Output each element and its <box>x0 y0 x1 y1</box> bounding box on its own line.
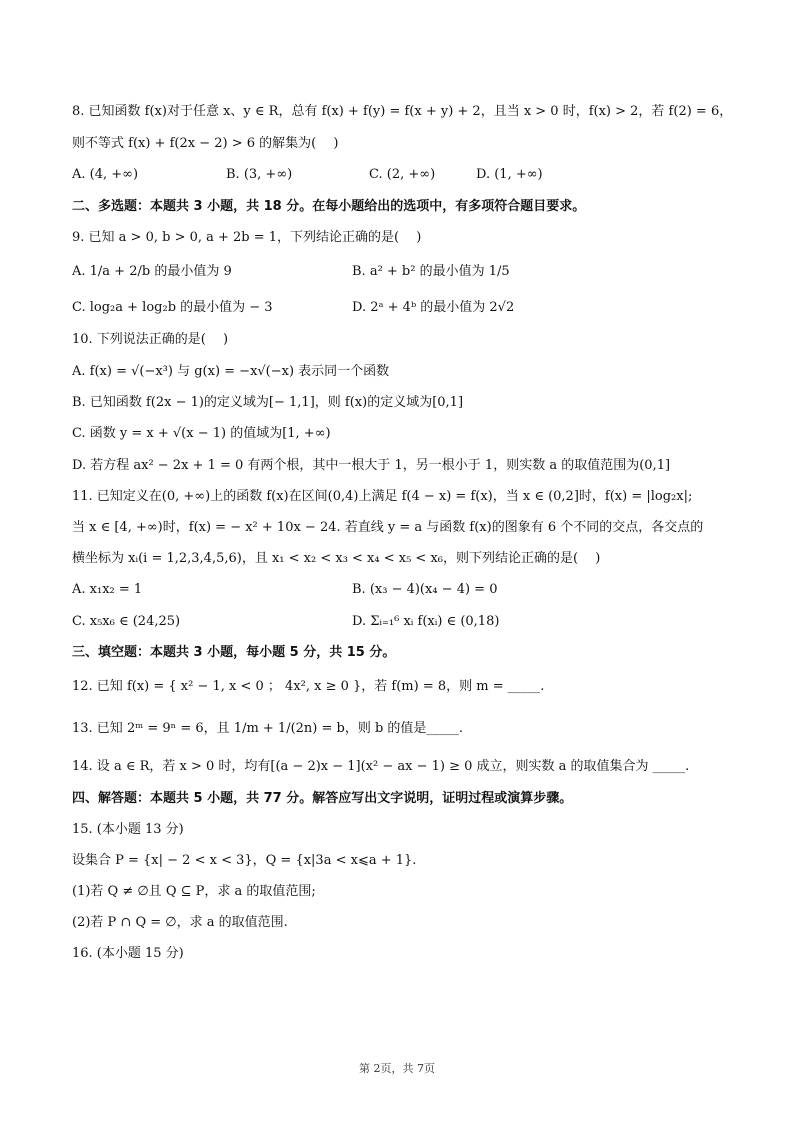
section4-title: 四、解答题：本题共 5 小题，共 77 分。解答应写出文字说明，证明过程或演算步骤。 <box>72 791 573 806</box>
q11-line3: 横坐标为 xᵢ(i = 1,2,3,4,5,6)，且 x₁ < x₂ < x₃ < x₄ < x₅ < x₆，则下列结论正确的是( ) <box>72 551 601 566</box>
q11-line2: 当 x ∈ [4, +∞)时，f(x) = − x² + 10x − 24. 若直线 y = a 与函数 f(x)的图象有 6 个不同的交点，各交点的 <box>72 520 704 535</box>
q11-option-a: A. x₁x₂ = 1 <box>72 582 143 597</box>
q13-text: 13. 已知 2ᵐ = 9ⁿ = 6，且 1/m + 1/(2n) = b，则 b 的值是_____. <box>72 721 464 736</box>
q8-option-c: C. (2, +∞) <box>369 167 436 182</box>
q12-text: 12. 已知 f(x) = { x² − 1, x < 0 ； 4x², x ≥ 0 }，若 f(m) = 8，则 m = _____. <box>72 679 545 694</box>
q11-option-b: B. (x₃ − 4)(x₄ − 4) = 0 <box>352 582 498 597</box>
q8-option-b: B. (3, +∞) <box>226 167 293 182</box>
page-footer: 第 2页，共 7页 <box>359 1062 435 1075</box>
q9-stem: 9. 已知 a > 0, b > 0, a + 2b = 1，下列结论正确的是( ) <box>72 230 422 245</box>
q8-line2: 则不等式 f(x) + f(2x − 2) > 6 的解集为( ) <box>72 136 339 151</box>
q9-option-d: D. 2ᵃ + 4ᵇ 的最小值为 2√2 <box>352 300 515 315</box>
section3-title: 三、填空题：本题共 3 小题，每小题 5 分，共 15 分。 <box>72 645 396 660</box>
q15-header: 15. (本小题 13 分) <box>72 822 184 837</box>
q16-header: 16. (本小题 15 分) <box>72 946 184 961</box>
q11-option-d: D. Σᵢ₌₁⁶ xᵢ f(xᵢ) ∈ (0,18) <box>352 614 500 629</box>
q8-option-a: A. (4, +∞) <box>72 167 139 182</box>
q15-part2: (2)若 P ∩ Q = ∅，求 a 的取值范围. <box>72 915 288 930</box>
q10-option-d: D. 若方程 ax² − 2x + 1 = 0 有两个根，其中一根大于 1，另一根小于 1，则实数 a 的取值范围为(0,1] <box>72 458 671 473</box>
q10-stem: 10. 下列说法正确的是( ) <box>72 332 229 347</box>
q9-option-c: C. log₂a + log₂b 的最小值为 − 3 <box>72 300 273 315</box>
q8-line1: 8. 已知函数 f(x)对于任意 x、y ∈ R，总有 f(x) + f(y) = f(x + y) + 2，且当 x > 0 时，f(x) > 2，若 f(2) = 6， <box>72 104 733 119</box>
q15-stem: 设集合 P = {x| − 2 < x < 3}，Q = {x|3a < x⩽a + 1}. <box>72 853 417 868</box>
q9-option-b: B. a² + b² 的最小值为 1/5 <box>352 264 510 279</box>
q11-option-c: C. x₅x₆ ∈ (24,25) <box>72 614 181 629</box>
section2-title: 二、多选题：本题共 3 小题，共 18 分。在每小题给出的选项中，有多项符合题目要求。 <box>72 199 586 214</box>
q10-option-c: C. 函数 y = x + √(x − 1) 的值域为[1, +∞) <box>72 426 331 441</box>
q10-option-b: B. 已知函数 f(2x − 1)的定义域为[− 1,1]，则 f(x)的定义域为[0,1] <box>72 395 464 410</box>
q15-part1: (1)若 Q ≠ ∅且 Q ⊆ P，求 a 的取值范围; <box>72 884 316 899</box>
q14-text: 14. 设 a ∈ R，若 x > 0 时，均有[(a − 2)x − 1](x² − ax − 1) ≥ 0 成立，则实数 a 的取值集合为 _____. <box>72 759 690 774</box>
q11-line1: 11. 已知定义在(0, +∞)上的函数 f(x)在区间(0,4)上满足 f(4 − x) = f(x)，当 x ∈ (0,2]时，f(x) = |log₂x|; <box>72 489 693 504</box>
q10-option-a: A. f(x) = √(−x³) 与 g(x) = −x√(−x) 表示同一个函数 <box>72 364 390 379</box>
q9-option-a: A. 1/a + 2/b 的最小值为 9 <box>72 264 232 279</box>
q8-option-d: D. (1, +∞) <box>476 167 543 182</box>
